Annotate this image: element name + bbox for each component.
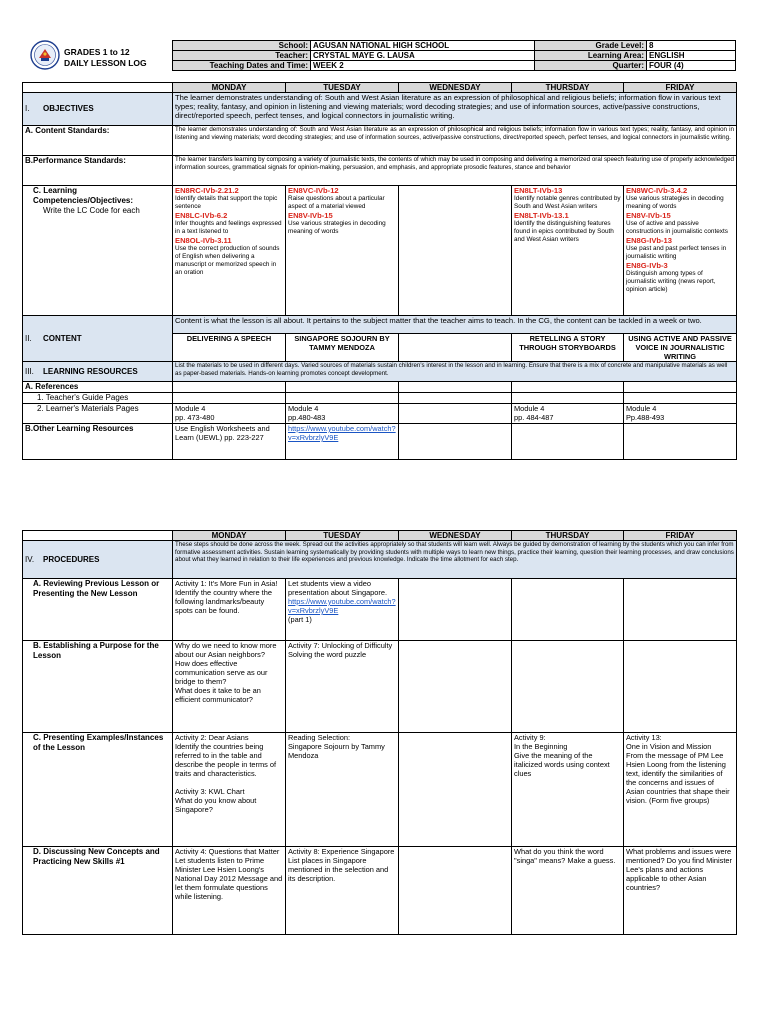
day-header-tuesday-2: TUESDAY <box>286 531 399 541</box>
learners-materials-label: 2. Learner's Materials Pages <box>23 404 173 424</box>
deped-seal-logo <box>30 40 60 70</box>
procedure-c-monday: Activity 2: Dear Asians Identify the countries being referred to in the table and describe the people in terms of traits and characteristics. Activity 3: KWL Chart What do you know about Singapore? <box>173 733 286 847</box>
day-header-friday: FRIDAY <box>624 83 737 93</box>
day-header-monday-2: MONDAY <box>173 531 286 541</box>
competencies-wednesday <box>399 186 512 316</box>
video-link[interactable]: https://www.youtube.com/watch?v=xRvbrzlyV9E <box>288 597 396 615</box>
objectives-label: OBJECTIVES <box>43 104 94 113</box>
day-header-monday: MONDAY <box>173 83 286 93</box>
procedure-c-tuesday: Reading Selection: Singapore Sojourn by Tammy Mendoza <box>286 733 399 847</box>
log-title-grades: GRADES 1 to 12 <box>64 47 130 57</box>
school-label: School: <box>173 41 311 51</box>
resources-text: List the materials to be used in different days. Varied sources of materials sustain children's interest in the lesson and in learning. Ensure that there is a mix of concrete and manipulative materials as well as paper-based materials. Hands-on learning promotes concept development. <box>173 362 737 382</box>
day-header-thursday: THURSDAY <box>512 83 624 93</box>
dates-label: Teaching Dates and Time: <box>173 61 311 71</box>
procedure-d-thursday: What do you think the word "singa" means? Make a guess. <box>512 847 624 935</box>
area-value: ENGLISH <box>647 51 736 61</box>
content-label: CONTENT <box>43 333 82 343</box>
procedure-d-tuesday: Activity 8: Experience Singapore List places in Singapore mentioned in the selection and its description. <box>286 847 399 935</box>
content-num: II. <box>25 333 32 343</box>
lm-friday: Module 4 Pp.488-493 <box>624 404 737 424</box>
day-header-tuesday: TUESDAY <box>286 83 399 93</box>
competencies-thursday: EN8LT-IVb-13 Identify notable genres contributed by South and West Asian writers EN8LT-IVb-13.1 Identify the distinguishing features found in epics contributed by South and West Asian writers <box>512 186 624 316</box>
competencies-monday: EN8RC-IVb-2.21.2 Identify details that support the topic sentence EN8LC-IVb-6.2 Infer thoughts and feelings expressed in a text listened to EN8OL-IVb-3.11 Use the correct production of sounds of English when delivering a manuscript or memorized speech in an oration <box>173 186 286 316</box>
teachers-guide-label: 1. Teacher's Guide Pages <box>23 393 173 404</box>
day-header-friday-2: FRIDAY <box>624 531 737 541</box>
procedure-c-label: C. Presenting Examples/Instances of the Lesson <box>23 733 173 847</box>
lm-monday: Module 4 pp. 473-480 <box>173 404 286 424</box>
procedures-text: These steps should be done across the week. Spread out the activities appropriately so that students will learn well. Always be guided by demonstration of learning by the students which you can infer from formative assessment activities. Sustain learning systematically by providing students with multiple ways to learn new things, practice their learning, question their learning processes, and draw conclusions about what they learned in relation to their life experiences and previous knowledge. Indicate the time allotment for each step. <box>173 541 737 579</box>
header-info-table <box>172 40 736 71</box>
other-resources-label: B.Other Learning Resources <box>23 424 173 460</box>
quarter-label: Quarter: <box>535 61 647 71</box>
grade-value: 8 <box>647 41 736 51</box>
dates-value: WEEK 2 <box>311 61 535 71</box>
school-value: AGUSAN NATIONAL HIGH SCHOOL <box>311 41 535 51</box>
procedure-d-monday: Activity 4: Questions that Matter Let students listen to Prime Minister Lee Hsien Loong's National Day 2012 Message and let them formulate questions while listening. <box>173 847 286 935</box>
youtube-link[interactable]: https://www.youtube.com/watch?v=xRvbrzlyV9E <box>286 424 399 460</box>
content-wednesday <box>399 334 512 362</box>
content-thursday: RETELLING A STORY THROUGH STORYBOARDS <box>512 334 624 362</box>
area-label: Learning Area: <box>535 51 647 61</box>
lm-thursday: Module 4 pp. 484-487 <box>512 404 624 424</box>
procedure-c-friday: Activity 13: One in Vision and Mission From the message of PM Lee Hsien Loong from the listening text, identify the similarities of the concerns and issues of Asian countries that shape their vision. (Form five groups) <box>624 733 737 847</box>
performance-standards-text: The learner transfers learning by composing a variety of journalistic texts, the contents of which may be used in composing and delivering a memorized oral speech featuring use of properly acknowledged information sources, grammatical signals for opinion-making, persuasion, and emphasis, and appropriate prosodic features, stance and behavior <box>173 156 737 186</box>
procedure-b-tuesday: Activity 7: Unlocking of Difficulty Solving the word puzzle <box>286 641 399 733</box>
resources-label: LEARNING RESOURCES <box>43 366 138 376</box>
performance-standards-label: B.Performance Standards: <box>23 156 173 186</box>
competencies-tuesday: EN8VC-IVb-12 Raise questions about a particular aspect of a material viewed EN8V-IVb-15 Use various strategies in decoding meaning of words <box>286 186 399 316</box>
lm-tuesday: Module 4 pp.480-483 <box>286 404 399 424</box>
competencies-label: C. Learning Competencies/Objectives: <box>33 186 134 205</box>
teacher-label: Teacher: <box>173 51 311 61</box>
procedure-c-thursday: Activity 9: In the Beginning Give the meaning of the italicized words using context clues <box>512 733 624 847</box>
day-header-wednesday: WEDNESDAY <box>399 83 512 93</box>
objectives-num: I. <box>25 104 30 113</box>
competencies-friday: EN8WC-IVb-3.4.2 Use various strategies in decoding meaning of words EN8V-IVb-15 Use of active and passive constructions in journalistic contexts EN8G-IVb-13 Use past and past perfect tenses in journalistic writing EN8G-IVb-3 Distinguish among types of journalistic writing (news report, opinion article) <box>624 186 737 316</box>
content-standards-label: A. Content Standards: <box>23 126 173 156</box>
log-title-dll: DAILY LESSON LOG <box>64 58 147 68</box>
day-header-thursday-2: THURSDAY <box>512 531 624 541</box>
content-standards-text: The learner demonstrates understanding of: South and West Asian literature as an expression of philosophical and religious beliefs; information flow in various text types; reality, fantasy, and opinion in listening and viewing materials; word decoding strategies; and use of information sources, active/passive constructions, direct/reported speech, perfect tenses, and logical connectors in journalistic writing. <box>173 126 737 156</box>
procedure-a-tuesday: Let students view a video presentation about Singapore. https://www.youtube.com/watch?v=xRvbrzlyV9E (part 1) <box>286 579 399 641</box>
procedure-a-label: A. Reviewing Previous Lesson or Presenting the New Lesson <box>23 579 173 641</box>
quarter-value: FOUR (4) <box>647 61 736 71</box>
procedures-num: IV. <box>25 554 35 564</box>
references-label: A. References <box>23 382 173 393</box>
content-text: Content is what the lesson is all about. It pertains to the subject matter that the teacher aims to teach. In the CG, the content can be tackled in a week or two. <box>173 316 737 334</box>
content-monday: DELIVERING A SPEECH <box>173 334 286 362</box>
teacher-value: CRYSTAL MAYE G. LAUSA <box>311 51 535 61</box>
procedure-b-label: B. Establishing a Purpose for the Lesson <box>23 641 173 733</box>
objectives-text: The learner demonstrates understanding of: South and West Asian literature as an expression of philosophical and religious beliefs; information flow in various text types; reality, fantasy, and opinion in listening and viewing materials; word decoding strategies; and use of information sources, active/passive constructions, direct/reported speech, perfect tenses, and logical connectors in journalistic writing. <box>173 93 737 126</box>
lesson-log-table-2 <box>22 530 737 935</box>
other-resources-monday: Use English Worksheets and Learn (UEWL) pp. 223-227 <box>173 424 286 460</box>
content-tuesday: SINGAPORE SOJOURN BY TAMMY MENDOZA <box>286 334 399 362</box>
procedure-d-friday: What problems and issues were mentioned? Do you find Minister Lee's plans and actions applicable to other Asian countries? <box>624 847 737 935</box>
competencies-sublabel: Write the LC Code for each <box>43 206 140 215</box>
content-friday: USING ACTIVE AND PASSIVE VOICE IN JOURNALISTIC WRITING <box>624 334 737 362</box>
procedure-d-label: D. Discussing New Concepts and Practicing New Skills #1 <box>23 847 173 935</box>
procedures-label: PROCEDURES <box>43 554 100 564</box>
lesson-log-table-1 <box>22 82 737 460</box>
resources-num: III. <box>25 366 34 376</box>
procedure-b-monday: Why do we need to know more about our Asian neighbors? How does effective communication serve as our bridge to them? What does it take to be an efficient communicator? <box>173 641 286 733</box>
day-header-wednesday-2: WEDNESDAY <box>399 531 512 541</box>
grade-label: Grade Level: <box>535 41 647 51</box>
procedure-a-monday: Activity 1: It's More Fun in Asia! Identify the country where the following landmarks/beauty spots can be found. <box>173 579 286 641</box>
